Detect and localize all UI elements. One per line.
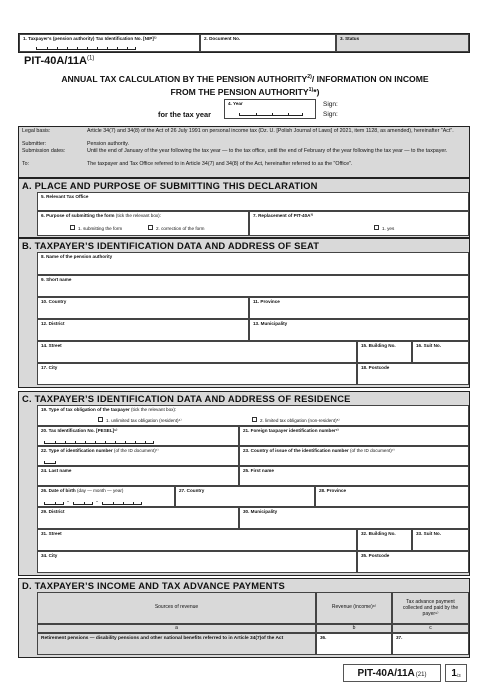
title-line-1: [0, 72, 490, 85]
section-d-title: D. TAXPAYER’S INCOME AND TAX ADVANCE PAYMENTS: [22, 580, 286, 591]
year-digit-ticks: [239, 113, 303, 116]
short-name-field[interactable]: [37, 275, 469, 297]
col-b-header: Revenue (income)⁸⁾: [331, 604, 377, 611]
letter-a: a: [175, 625, 178, 631]
foreign-tin-label: 21. Foreign taxpayer identification number⁷⁾: [243, 428, 339, 433]
relevant-tax-office-field[interactable]: [37, 192, 469, 211]
seat-district-label: 12. District: [41, 321, 65, 326]
title-line-1-suffix: / INFORMATION ON INCOME: [311, 73, 429, 84]
pesel-label: 20. Tax Identification No. [PESEL]⁶⁾: [41, 428, 118, 433]
title-footnote-1: 1): [308, 86, 314, 93]
pensions-revenue-field[interactable]: [316, 633, 392, 655]
dob-separator: -: [67, 499, 69, 505]
seat-postcode-label: 18. Postcode: [361, 365, 390, 370]
tax-year-field[interactable]: [224, 99, 316, 119]
tax-obligation-label: [41, 407, 176, 412]
dob-day-ticks: [44, 502, 64, 505]
residence-province-field[interactable]: [315, 486, 469, 507]
info-key: Legal basis:: [22, 128, 51, 134]
id-type-field[interactable]: [37, 446, 239, 466]
info-value: Article 34(7) and 34(8) of the Act of 26 July 1991 on personal income tax (Dz. U. [Polish Journal of Laws] of 2021, item 1128, as amended), hereinafter "Act".: [87, 128, 454, 134]
document-number-label: 2. Document No.: [204, 36, 241, 41]
seat-suit-no-field[interactable]: [412, 341, 469, 363]
section-a-title: A. PLACE AND PURPOSE OF SUBMITTING THIS DECLARATION: [22, 180, 318, 191]
footer-version: (21): [415, 671, 427, 678]
letter-cell-a: [37, 624, 316, 633]
info-value: Until the end of January of the year following the tax year — to the tax office, until the end of February of the year following the tax year — to the taxpayer.: [87, 148, 448, 154]
sign-label-2: Sign:: [323, 111, 338, 118]
limited-obligation-label: 2. limited tax obligation (non-resident)⁵⁾: [260, 418, 340, 423]
seat-municipality-field[interactable]: [249, 319, 469, 341]
form-code-footnote: (1): [86, 55, 95, 62]
letter-cell-c: [392, 624, 469, 633]
residence-street-field[interactable]: [37, 529, 357, 551]
income-table-letters: [37, 624, 469, 633]
info-value: Pension authority.: [87, 141, 130, 147]
id-type-ticks: [44, 461, 56, 464]
id-type-hint: (of the ID document)⁷⁾: [113, 448, 159, 453]
first-name-label: 25. First name: [243, 468, 274, 473]
residence-city-field[interactable]: [37, 551, 357, 573]
footer-form-code-box: [343, 664, 441, 682]
tax-year-caption: for the tax year: [158, 110, 211, 119]
dob-separator: -: [96, 499, 98, 505]
footer-page-box: [445, 664, 467, 682]
seat-building-no-label: 15. Building No.: [361, 343, 396, 348]
purpose-correction-label: 2. correction of the form: [156, 226, 205, 231]
title-line-2-text: FROM THE PENSION AUTHORITY: [170, 86, 309, 97]
short-name-label: 9. Short name: [41, 277, 72, 282]
id-country-label: [243, 448, 395, 453]
id-type-label: [41, 448, 159, 453]
pensions-tax-advance-field[interactable]: [392, 633, 469, 655]
income-table-header-c: [392, 592, 469, 624]
seat-postcode-field[interactable]: [357, 363, 469, 385]
purpose-label: [41, 213, 161, 218]
tax-obligation-label-text: 19. Type of tax obligation of the taxpayer: [41, 407, 130, 412]
pesel-field[interactable]: [37, 426, 239, 446]
date-of-birth-hint: (day — month — year): [77, 488, 124, 493]
col-a-header: Sources of revenue: [154, 604, 199, 611]
pensions-revenue-label: 36.: [320, 635, 327, 640]
residence-municipality-field[interactable]: [239, 507, 469, 529]
date-of-birth-field[interactable]: [37, 486, 175, 507]
income-row-pensions: [37, 633, 469, 655]
id-type-label-text: 22. Type of identification number: [41, 448, 113, 453]
status-field[interactable]: [336, 34, 469, 52]
income-table-header-b: [316, 592, 392, 624]
seat-province-field[interactable]: [249, 297, 469, 319]
seat-city-label: 17. City: [41, 365, 58, 370]
title-line-2-suffix: *): [313, 86, 320, 97]
purpose-submitting-checkbox[interactable]: [70, 225, 75, 230]
unlimited-obligation-checkbox[interactable]: [98, 417, 103, 422]
info-key: To:: [22, 161, 30, 167]
taxpayer-nip-field[interactable]: [19, 34, 200, 52]
purpose-hint: (tick the relevant box):: [115, 213, 161, 218]
id-country-field[interactable]: [239, 446, 469, 466]
seat-building-no-field[interactable]: [357, 341, 412, 363]
seat-province-label: 11. Province: [253, 299, 280, 304]
section-b-title: B. TAXPAYER’S IDENTIFICATION DATA AND ADDRESS OF SEAT: [22, 240, 320, 251]
seat-street-label: 14. Street: [41, 343, 62, 348]
replacement-yes-label: 1. yes: [382, 226, 395, 231]
seat-municipality-label: 13. Municipality: [253, 321, 288, 326]
limited-obligation-checkbox[interactable]: [252, 417, 257, 422]
info-key: Submission dates:: [22, 148, 66, 154]
letter-cell-b: [316, 624, 392, 633]
tax-obligation-field: [37, 405, 469, 426]
replacement-field: [249, 211, 469, 236]
status-label: 3. Status: [340, 36, 360, 41]
title-line-2: [0, 85, 490, 98]
residence-building-no-label: 32. Building No.: [361, 531, 396, 536]
id-country-label-text: 23. Country of issue of the identification number: [243, 448, 349, 453]
residence-municipality-label: 30. Municipality: [243, 509, 278, 514]
document-number-field[interactable]: [200, 34, 336, 52]
replacement-label: 7. Replacement of PIT-40A³⁾: [253, 213, 314, 218]
replacement-yes-checkbox[interactable]: [374, 225, 379, 230]
seat-city-field[interactable]: [37, 363, 357, 385]
foreign-tin-field[interactable]: [239, 426, 469, 446]
residence-city-label: 34. City: [41, 553, 58, 558]
info-key: Submitter:: [22, 141, 47, 147]
residence-postcode-field[interactable]: [357, 551, 469, 573]
seat-district-field[interactable]: [37, 319, 249, 341]
tax-obligation-hint: (tick the relevant box):: [131, 407, 177, 412]
form-code-text: PIT-40A/11A: [24, 55, 87, 67]
footer-page-total: /3: [456, 672, 461, 678]
form-title: [0, 72, 490, 98]
pensions-source-text: Retirement pensions — disability pensions and other national benefits referred to in Article 34(7)of the Act: [41, 636, 284, 641]
seat-country-field[interactable]: [37, 297, 249, 319]
col-c-header: Tax advance payment collected and paid by the payer⁹⁾: [402, 599, 459, 617]
residence-suit-no-field[interactable]: [412, 529, 469, 551]
letter-c: c: [429, 625, 432, 631]
residence-district-field[interactable]: [37, 507, 239, 529]
residence-country-label: 27. Country: [179, 488, 205, 493]
pensions-source-cell: [37, 633, 316, 655]
pension-authority-name-label: 8. Name of the pension authority: [41, 254, 113, 259]
letter-b: b: [352, 625, 356, 631]
residence-province-label: 28. Province: [319, 488, 347, 493]
id-country-hint: (of the ID document)⁷⁾: [349, 448, 395, 453]
income-table-header-a: [37, 592, 316, 624]
footer-page-number: 1: [451, 667, 457, 679]
purpose-correction-checkbox[interactable]: [148, 225, 153, 230]
pensions-tax-advance-label: 37.: [396, 635, 403, 640]
residence-district-label: 29. District: [41, 509, 65, 514]
unlimited-obligation-label: 1. unlimited tax obligation (resident)⁴⁾: [106, 418, 182, 423]
date-of-birth-label-text: 26. Date of birth: [41, 488, 76, 493]
seat-street-field[interactable]: [37, 341, 357, 363]
seat-country-label: 10. Country: [41, 299, 67, 304]
dob-year-ticks: [102, 502, 142, 505]
last-name-field[interactable]: [37, 466, 239, 486]
purpose-label-text: 6. Purpose of submitting the form: [41, 213, 115, 218]
residence-building-no-field[interactable]: [357, 529, 412, 551]
taxpayer-nip-label: 1. Taxpayer's (pension authority) Tax Identification No. [NIP]¹⁾: [23, 36, 157, 41]
info-value: The taxpayer and Tax Office referred to in Article 34(7) and 34(8) of the Act, hereinafter referred to as the "Office".: [87, 161, 353, 167]
first-name-field[interactable]: [239, 466, 469, 486]
title-line-1-text: ANNUAL TAX CALCULATION BY THE PENSION AUTHORITY: [61, 73, 308, 84]
residence-suit-no-label: 33. Suit No.: [416, 531, 442, 536]
residence-postcode-label: 35. Postcode: [361, 553, 390, 558]
seat-suit-no-label: 16. Suit No.: [416, 343, 442, 348]
purpose-field: [37, 211, 249, 236]
dob-month-ticks: [73, 502, 93, 505]
tax-year-label: 4. Year: [228, 101, 243, 106]
sign-label-1: Sign:: [323, 101, 338, 108]
title-footnote-2: 2): [307, 74, 312, 80]
relevant-tax-office-label: 5. Relevant Tax Office: [41, 194, 89, 199]
purpose-submitting-label: 1. submitting the form: [78, 226, 123, 231]
residence-country-field[interactable]: [175, 486, 315, 507]
section-c-title: C. TAXPAYER’S IDENTIFICATION DATA AND ADDRESS OF RESIDENCE: [22, 393, 351, 404]
pesel-digit-ticks: [44, 441, 154, 444]
last-name-label: 24. Last name: [41, 468, 72, 473]
form-code: [24, 55, 94, 67]
date-of-birth-label: [41, 488, 123, 493]
nip-digit-ticks: [36, 47, 136, 50]
footer-form-code: PIT-40A/11A: [357, 667, 415, 679]
pension-authority-name-field[interactable]: [37, 252, 469, 275]
residence-street-label: 31. Street: [41, 531, 62, 536]
